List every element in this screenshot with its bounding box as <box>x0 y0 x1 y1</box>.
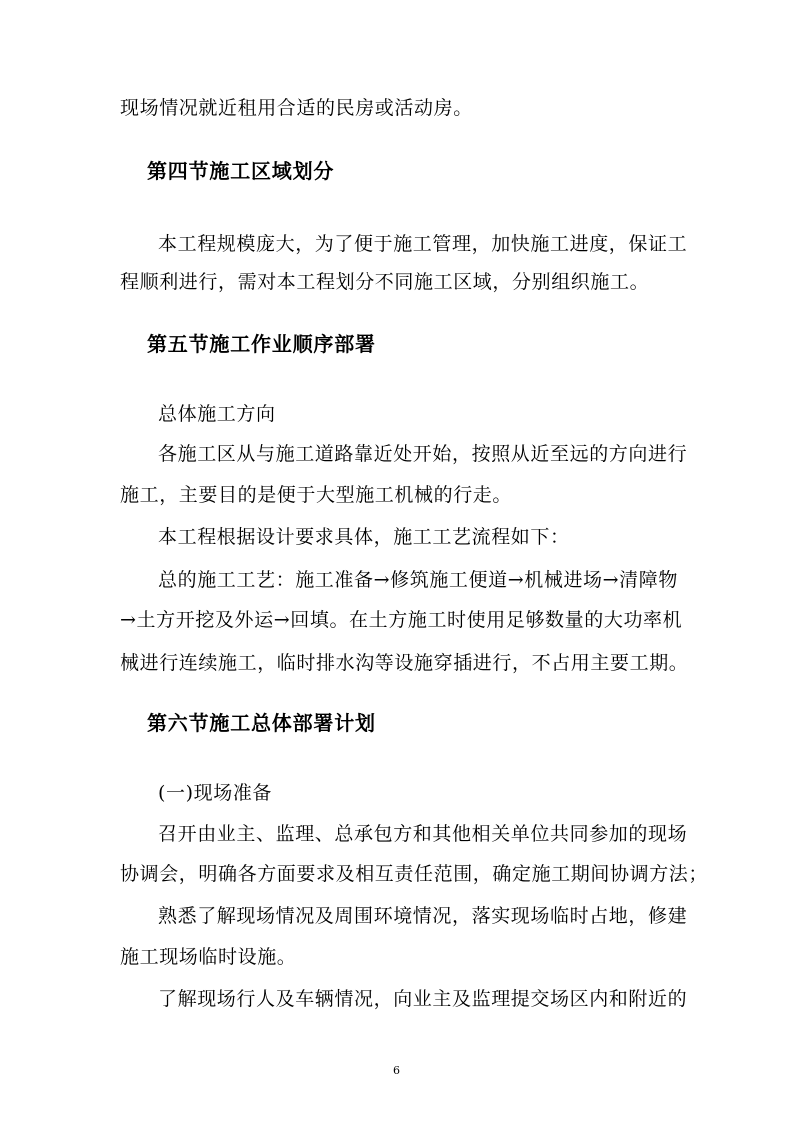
section-heading: 第五节施工作业顺序部署 <box>147 332 376 356</box>
paragraph-line: 本工程根据设计要求具体，施工工艺流程如下： <box>158 526 570 548</box>
section-heading: 第六节施工总体部署计划 <box>147 711 376 735</box>
paragraph-line: 召开由业主、监理、总承包方和其他相关单位共同参加的现场 <box>158 823 688 845</box>
paragraph-line: 本工程规模庞大，为了便于施工管理，加快施工进度，保证工 <box>158 233 688 255</box>
paragraph-line: 了解现场行人及车辆情况，向业主及监理提交场区内和附近的 <box>158 988 688 1010</box>
paragraph-line: →土方开挖及外运→回填。在土方施工时使用足够数量的大功率机 <box>120 609 683 631</box>
paragraph-line: 施工，主要目的是便于大型施工机械的行走。 <box>120 484 513 506</box>
paragraph-line: 总的施工工艺：施工准备→修筑施工便道→机械进场→清障物 <box>158 569 678 591</box>
paragraph-line: 熟悉了解现场情况及周围环境情况，落实现场临时占地，修建 <box>158 905 688 927</box>
paragraph-line: 协调会，明确各方面要求及相互责任范围，确定施工期间协调方法； <box>120 863 709 885</box>
paragraph-line: 总体施工方向 <box>158 403 276 425</box>
paragraph-line: 各施工区从与施工道路靠近处开始，按照从近至远的方向进行 <box>158 443 688 465</box>
paragraph-line: 现场情况就近租用合适的民房或活动房。 <box>120 97 473 119</box>
paragraph-line: 械进行连续施工，临时排水沟等设施穿插进行，不占用主要工期。 <box>120 652 689 674</box>
paragraph-line: 程顺利进行，需对本工程划分不同施工区域，分别组织施工。 <box>120 271 650 293</box>
page-number: 6 <box>393 1064 400 1077</box>
paragraph-line: (一)现场准备 <box>158 782 273 804</box>
section-heading: 第四节施工区域划分 <box>147 159 335 183</box>
paragraph-line: 施工现场临时设施。 <box>120 946 297 968</box>
